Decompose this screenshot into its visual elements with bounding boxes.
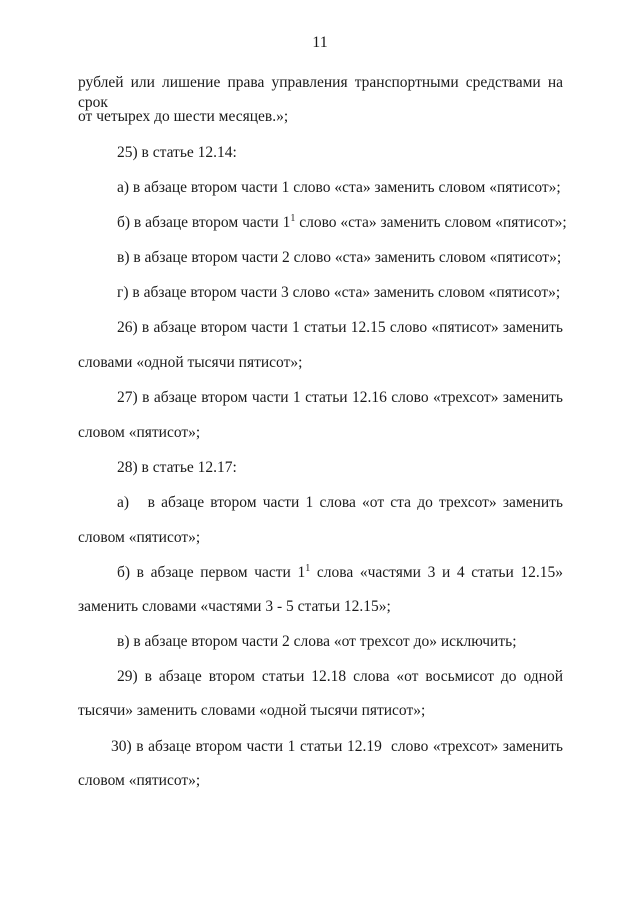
paragraph-line: 27) в абзаце втором части 1 статьи 12.16 слово «трехсот» заменить <box>117 389 563 406</box>
paragraph-line <box>117 563 563 583</box>
superscript: 1 <box>290 213 296 224</box>
paragraph-line: а) в абзаце втором части 1 слова «от ста до трехсот» заменить <box>117 494 563 511</box>
paragraph-line: словами «одной тысячи пятисот»; <box>78 354 303 371</box>
paragraph-line: г) в абзаце втором части 3 слово «ста» заменить словом «пятисот»; <box>117 284 561 301</box>
text-fragment: б) в абзаце первом части 1 <box>117 564 306 581</box>
paragraph-line: от четырех до шести месяцев.»; <box>78 108 289 125</box>
paragraph-line: 29) в абзаце втором статьи 12.18 слова «от восьмисот до одной <box>117 668 563 685</box>
paragraph-line: 26) в абзаце втором части 1 статьи 12.15 слово «пятисот» заменить <box>117 319 563 336</box>
paragraph-heading: 28) в статье 12.17: <box>117 459 237 476</box>
page-number: 11 <box>312 34 328 51</box>
paragraph-heading: 25) в статье 12.14: <box>117 144 237 161</box>
paragraph-line: словом «пятисот»; <box>78 424 201 441</box>
paragraph-line: тысячи» заменить словами «одной тысячи пятисот»; <box>78 702 426 719</box>
paragraph-line: заменить словами «частями 3 - 5 статьи 12.15»; <box>78 598 391 615</box>
paragraph-line: словом «пятисот»; <box>78 772 201 789</box>
paragraph-line <box>117 213 567 233</box>
paragraph-line: рублей или лишение права управления транспортными средствами на срок <box>78 74 563 111</box>
paragraph-line: в) в абзаце втором части 2 слово «ста» заменить словом «пятисот»; <box>117 249 562 266</box>
paragraph-line: 30) в абзаце втором части 1 статьи 12.19 слово «трехсот» заменить <box>111 738 563 755</box>
text-fragment: слово «ста» заменить словом «пятисот»; <box>295 214 567 231</box>
text-fragment: слова «частями 3 и 4 статьи 12.15» <box>310 564 563 581</box>
paragraph-line: в) в абзаце втором части 2 слова «от трехсот до» исключить; <box>117 633 517 650</box>
superscript: 1 <box>305 563 311 574</box>
paragraph-line: а) в абзаце втором части 1 слово «ста» заменить словом «пятисот»; <box>117 179 561 196</box>
paragraph-line: словом «пятисот»; <box>78 529 201 546</box>
text-fragment: б) в абзаце втором части 1 <box>117 214 291 231</box>
